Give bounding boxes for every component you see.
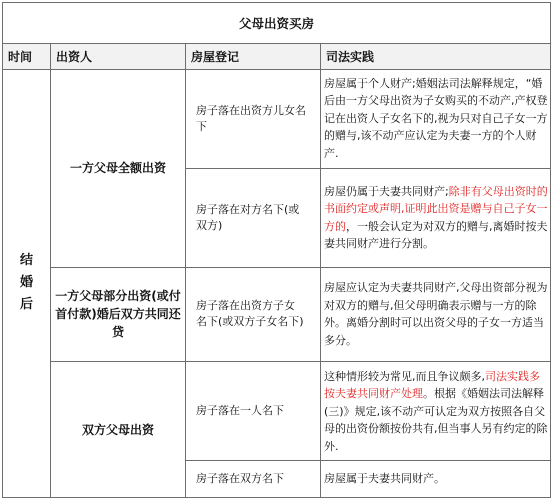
time-char: 后 [19,297,33,313]
header-investor: 出资人 [51,43,186,69]
judicial-cell [321,461,551,498]
judicial-cell [321,267,551,361]
judicial-cell [321,69,551,168]
registration-cell: 房子落在双方名下 [186,461,321,498]
judicial-text: ，一般会认定为对双方的赠与,离婚时按夫妻共同财产进行分割。 [324,219,548,251]
header-registration: 房屋登记 [186,43,321,69]
registration-cell: 房子落在出资方子女 名下(或双方子女名下) [186,267,321,361]
header-judicial: 司法实践 [321,43,551,69]
investor-cell: 双方父母出资 [51,362,186,498]
time-char: 结 [19,253,33,269]
investor-cell: 一方父母全额出资 [51,69,186,267]
judicial-text: 房屋仍属于夫妻共同财产; [324,184,449,198]
table-title: 父母出资买房 [3,3,551,44]
judicial-text: 房屋应认定为夫妻共同财产,父母出资部分视为对双方的赠与,但父母明确表示赠与一方的除外。离婚分割时可以出资父母的子女一方适当多分。 [324,281,548,347]
judicial-text-highlight: 司法实践多按夫妻共同财产处理 [324,369,540,401]
judicial-cell [321,168,551,267]
investor-cell: 一方父母部分出资(或付首付款)婚后双方共同还贷 [51,267,186,361]
registration-cell: 房子落在对方名下(或双方) [186,168,321,267]
judicial-text-highlight: 除非有父母出资时的书面约定或声明,证明此出资是赠与自己子女一方的 [324,184,548,233]
document-table-wrapper [2,2,550,498]
judicial-text: 这种情形较为常见,而且争议颇多, [324,369,485,383]
judicial-text: 房屋属于夫妻共同财产。 [324,472,445,486]
time-cell [3,69,51,497]
judicial-cell [321,362,551,461]
registration-cell: 房子落在出资方儿女名下 [186,69,321,168]
house-purchase-table [2,2,551,498]
registration-cell: 房子落在一人名下 [186,362,321,461]
judicial-text: 。根据《婚姻法司法解释(三)》规定,该不动产可认定为双方按照各自父母的出资份额按份共有,但当事人另有约定的除外. [324,387,548,453]
header-time: 时间 [3,43,51,69]
judicial-text: 房屋属于个人财产;婚姻法司法解释规定，“婚后由一方父母出资为子女购买的不动产,产权登记在出资人子女名下的,视为只对自己子女一方的赠与,该不动产应认定为夫妻一方的个人财产. [324,76,548,160]
time-char: 婚 [19,275,33,291]
